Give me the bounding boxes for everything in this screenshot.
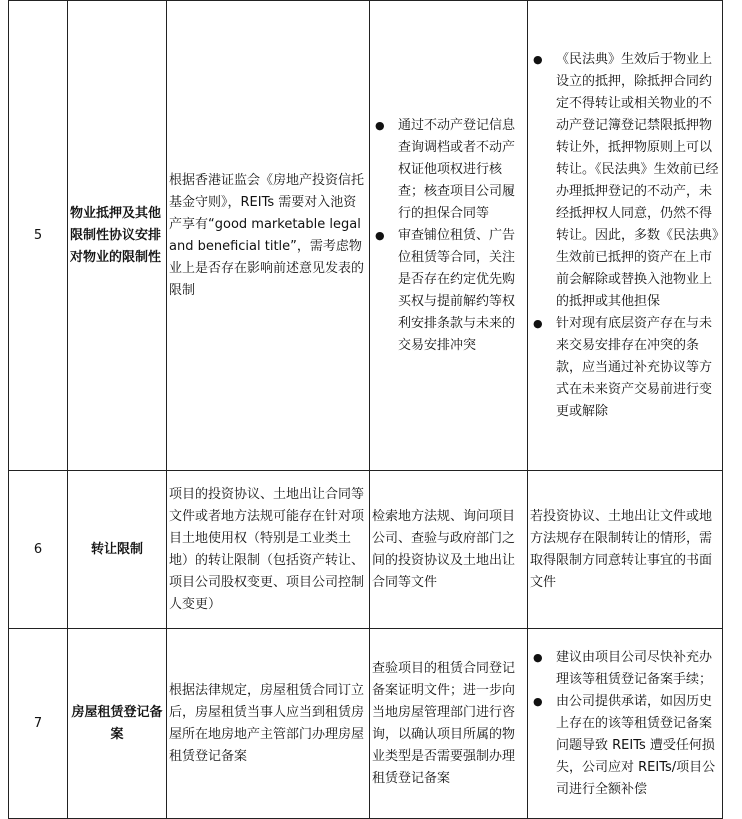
verification-bullet: ● 通过不动产登记信息查询调档或者不动产权证他项权进行核查；核查项目公司履行的担保合同等 (372, 115, 525, 225)
table-row (9, 1, 723, 471)
solution-bullet: ● 《民法典》生效后于物业上设立的抵押，除抵押合同约定不得转让或相关物业的不动产登记簿登记禁限抵押物转让外，抵押物原则上可以转让。《民法典》生效前已经办理抵押登记的不动产，未经抵押权人同意，仍然不得转让。因此，多数《民法典》生效前已抵押的资产在上市前会解除或替换入池物业上的抵押或其他担保 (530, 49, 720, 313)
verification-method (370, 1, 528, 471)
solution-bullet: ● 由公司提供承诺，如因历史上存在的该等租赁登记备案问题导致 REITs 遭受任何损失，公司应对 REITs/项目公司进行全额补偿 (530, 691, 720, 801)
table-row (9, 629, 723, 819)
table-row (9, 471, 723, 629)
legal-requirement: 根据香港证监会《房地产投资信托基金守则》，REITs 需要对入池资产享有“good marketable legal and beneficial title”，需考虑物业上是否存在影响前述意见发表的限制 (167, 1, 370, 471)
solution-bullet: ● 建议由项目公司尽快补充办理该等租赁登记备案手续； (530, 647, 720, 691)
solution-bullet: ● 针对现有底层资产存在与未来交易安排存在冲突的条款，应当通过补充协议等方式在未来资产交易前进行变更或解除 (530, 313, 720, 423)
verification-method: 查验项目的租赁合同登记备案证明文件；进一步向当地房屋管理部门进行咨询，以确认项目所属的物业类型是否需要强制办理租赁登记备案 (370, 629, 528, 819)
verification-bullet: ● 审查铺位租赁、广告位租赁等合同，关注是否存在约定优先购买权与提前解约等权利安排条款与未来的交易安排冲突 (372, 225, 525, 357)
issue-title: 转让限制 (68, 471, 167, 629)
legal-issues-table (8, 0, 723, 819)
verification-method: 检索地方法规、询问项目公司、查验与政府部门之间的投资协议及土地出让合同等文件 (370, 471, 528, 629)
solution: 若投资协议、土地出让文件或地方法规存在限制转让的情形，需取得限制方同意转让事宜的书面文件 (528, 471, 723, 629)
solution (528, 629, 723, 819)
row-number: 6 (9, 471, 68, 629)
legal-requirement: 项目的投资协议、土地出让合同等文件或者地方法规可能存在针对项目土地使用权（特别是工业类土地）的转让限制（包括资产转让、项目公司股权变更、项目公司控制人变更） (167, 471, 370, 629)
legal-requirement: 根据法律规定，房屋租赁合同订立后，房屋租赁当事人应当到租赁房屋所在地房地产主管部门办理房屋租赁登记备案 (167, 629, 370, 819)
row-number: 5 (9, 1, 68, 471)
solution (528, 1, 723, 471)
row-number: 7 (9, 629, 68, 819)
issue-title: 物业抵押及其他限制性协议安排对物业的限制性 (68, 1, 167, 471)
issue-title: 房屋租赁登记备案 (68, 629, 167, 819)
